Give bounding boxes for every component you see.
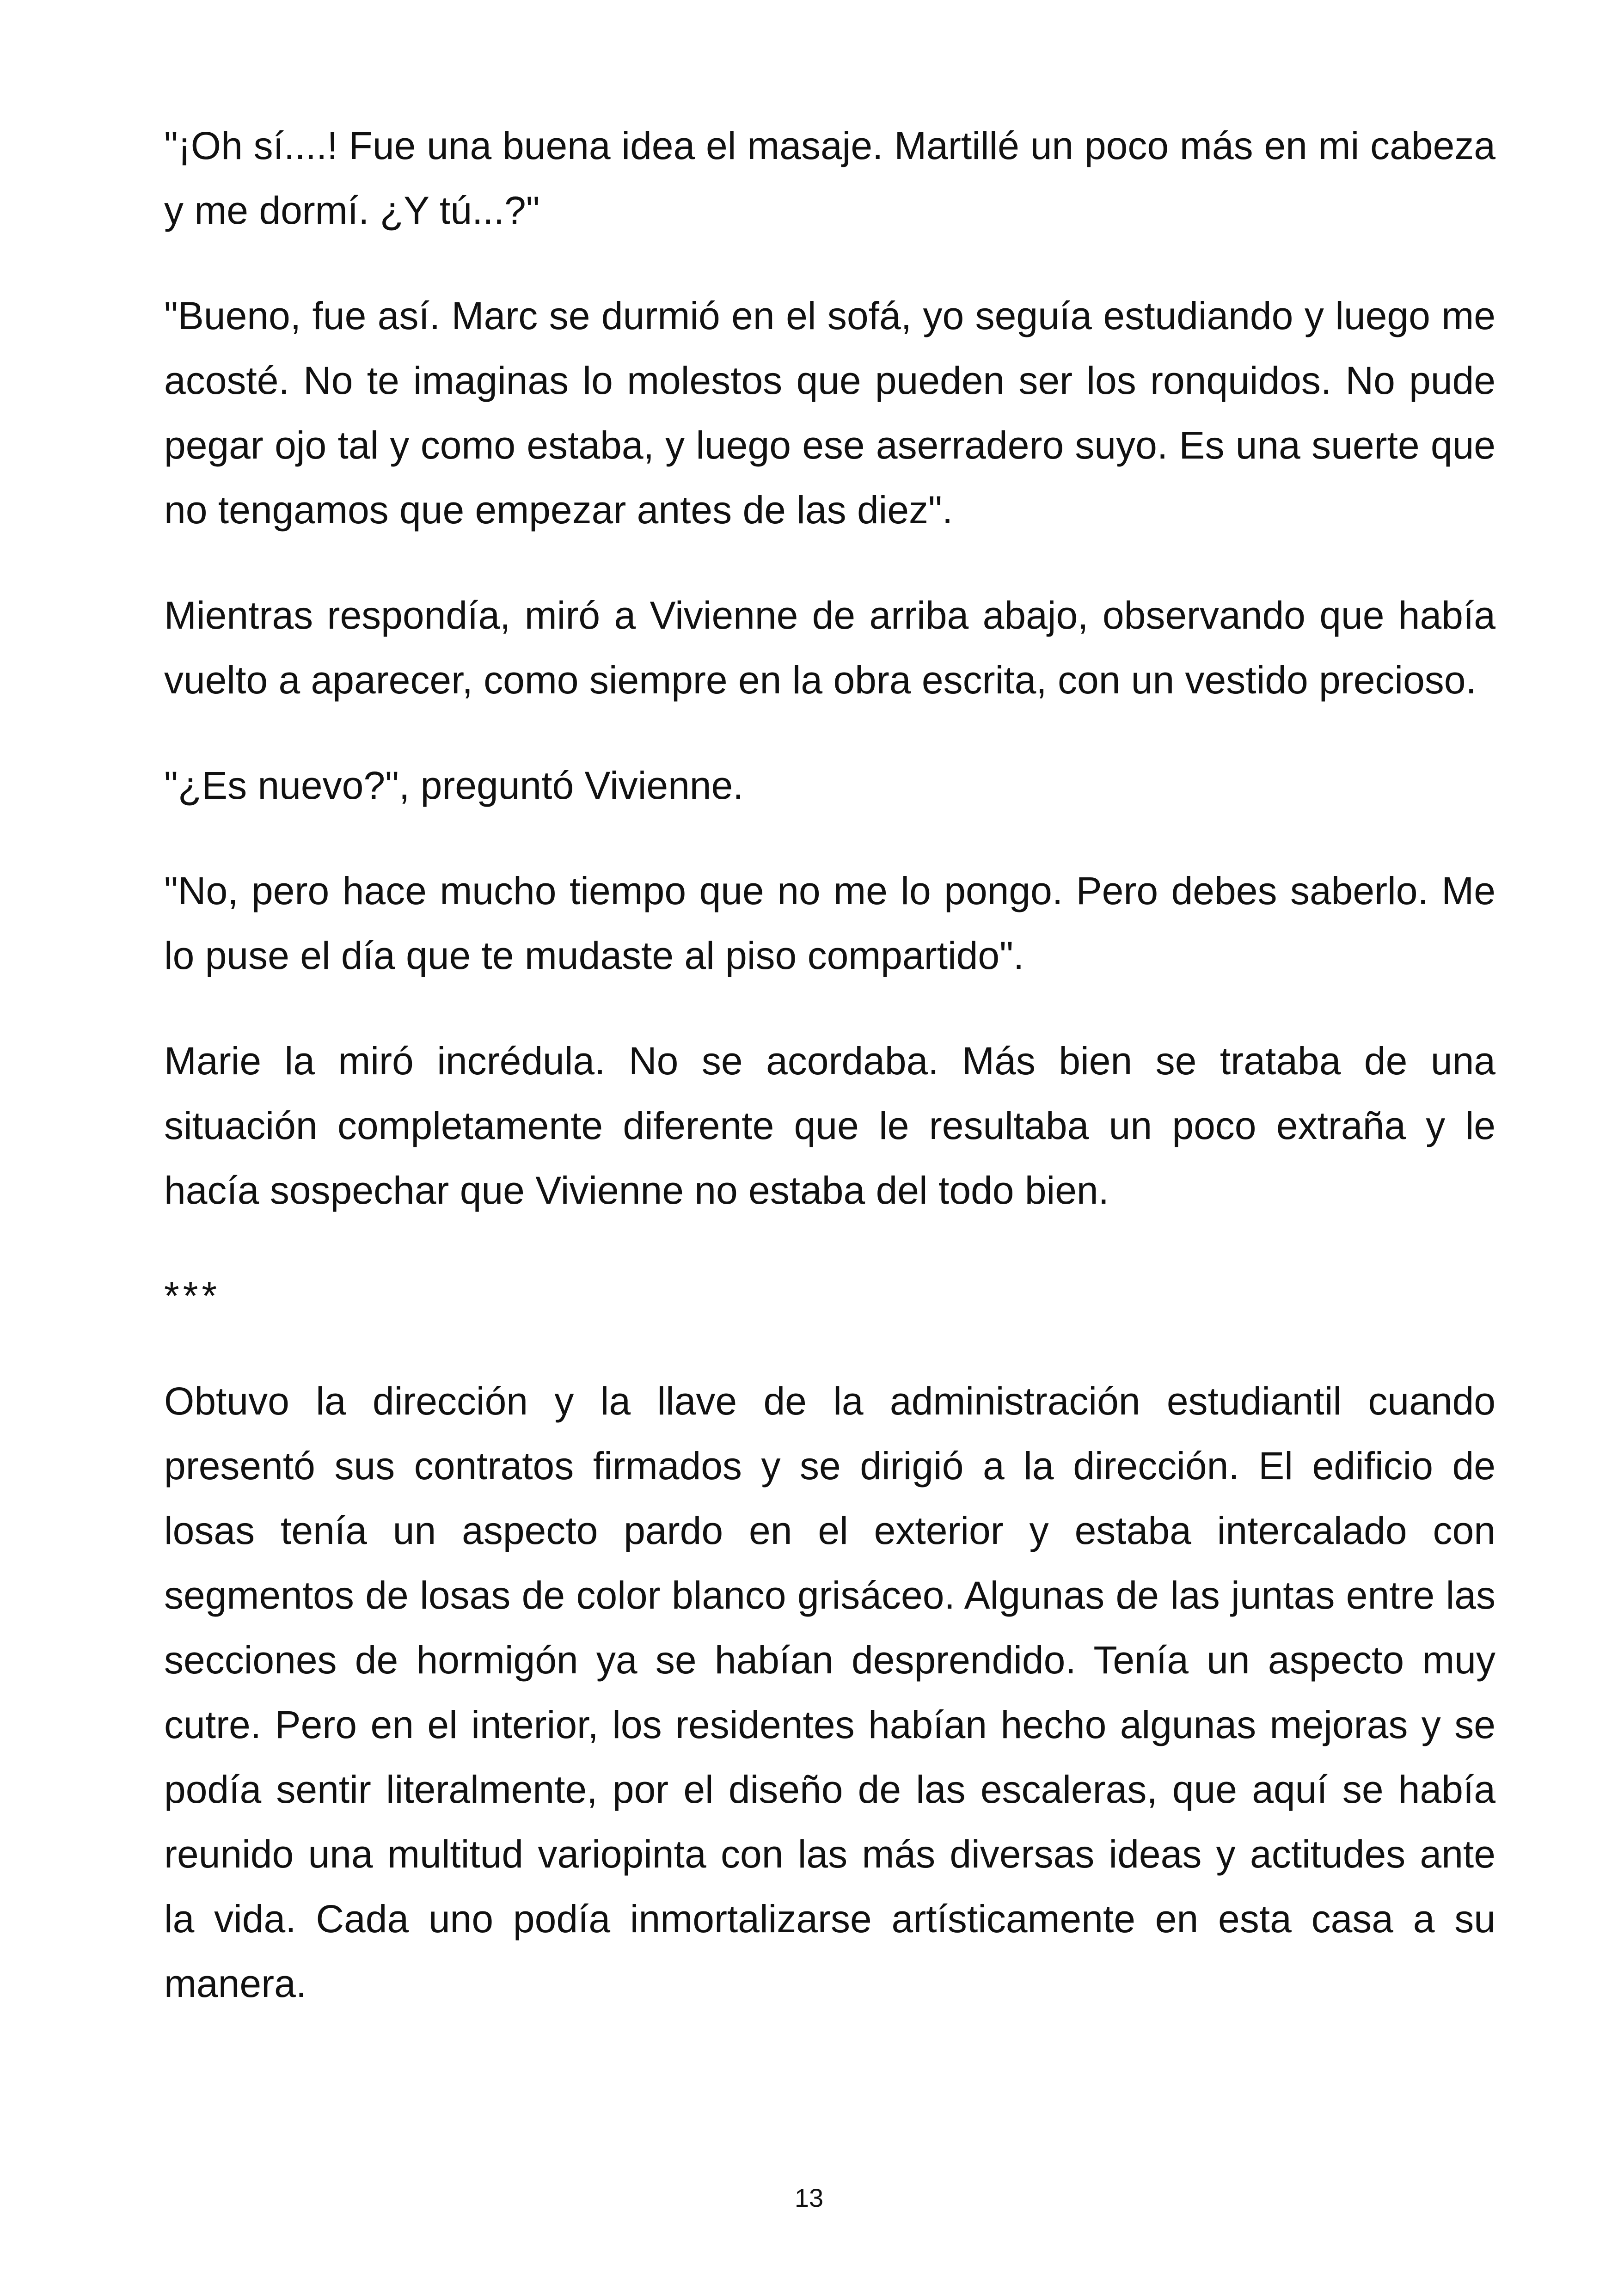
paragraph: "¡Oh sí....! Fue una buena idea el masaje. Martillé un poco más en mi cabeza y me dormí. ¿Y tú...?" bbox=[164, 124, 1495, 232]
paragraph: Marie la miró incrédula. No se acordaba. Más bien se trataba de una situación completamente diferente que le resultaba un poco extraña y le hacía sospechar que Vivienne no estaba del todo bien. bbox=[164, 1039, 1495, 1212]
section-separator: *** bbox=[164, 1274, 221, 1317]
paragraph: "Bueno, fue así. Marc se durmió en el sofá, yo seguía estudiando y luego me acosté. No te imaginas lo molestos que pueden ser los ronquidos. No pude pegar ojo tal y como estaba, y luego ese aserradero suyo. Es una suerte que no tengamos que empezar antes de las diez". bbox=[164, 294, 1495, 532]
page-number: 13 bbox=[794, 2183, 824, 2212]
paragraph: Obtuvo la dirección y la llave de la administración estudiantil cuando presentó sus contratos firmados y se dirigió a la dirección. El edificio de losas tenía un aspecto pardo en el exterior y estaba intercalado con segmentos de losas de color blanco grisáceo. Algunas de las juntas entre las secciones de hormigón ya se habían desprendido. Tenía un aspecto muy cutre. Pero en el interior, los residentes habían hecho algunas mejoras y se podía sentir literalmente, por el diseño de las escaleras, que aquí se había reunido una multitud variopinta con las más diversas ideas y actitudes ante la vida. Cada uno podía inmortalizarse artísticamente en esta casa a su manera. bbox=[164, 1379, 1495, 2005]
document-body bbox=[164, 113, 1495, 2057]
paragraph: "No, pero hace mucho tiempo que no me lo pongo. Pero debes saberlo. Me lo puse el día que te mudaste al piso compartido". bbox=[164, 869, 1495, 977]
paragraph: "¿Es nuevo?", preguntó Vivienne. bbox=[164, 764, 744, 807]
paragraph: Mientras respondía, miró a Vivienne de arriba abajo, observando que había vuelto a aparecer, como siempre en la obra escrita, con un vestido precioso. bbox=[164, 594, 1495, 702]
